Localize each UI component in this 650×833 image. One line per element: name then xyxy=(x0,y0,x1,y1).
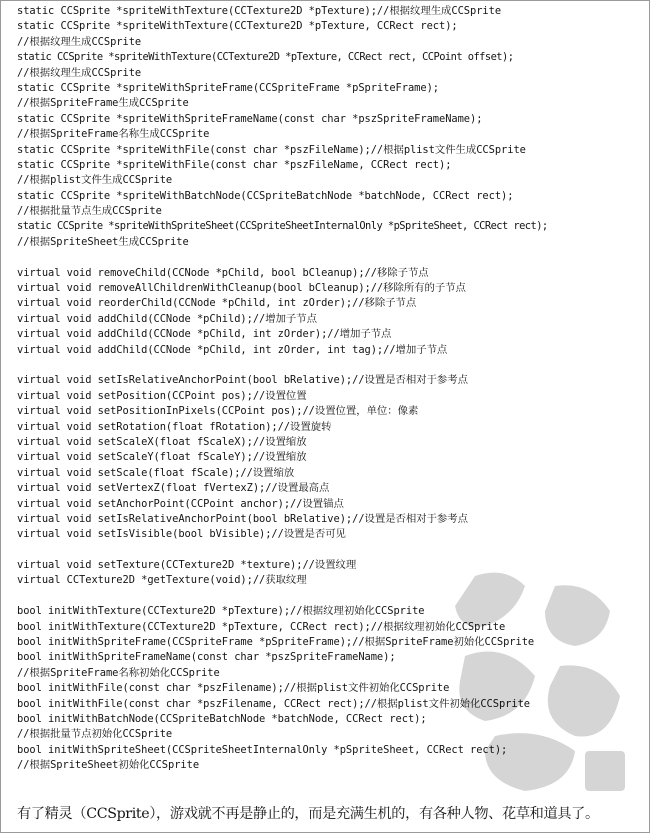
code-line: //根据纹理生成CCSprite xyxy=(17,66,142,79)
code-line: static CCSprite *spriteWithSpriteFrameName(const char *pszSpriteFrameName); xyxy=(17,112,483,125)
code-line: bool initWithFile(const char *pszFilename, CCRect rect);//根据plist文件初始化CCSprite xyxy=(17,697,530,710)
code-line: static CCSprite *spriteWithSpriteFrame(CCSpriteFrame *pSpriteFrame); xyxy=(17,81,439,94)
code-line: //根据SpriteFrame生成CCSprite xyxy=(17,97,189,110)
code-line: virtual void setPositionInPixels(CCPoint pos);//设置位置，单位：像素 xyxy=(17,405,419,418)
code-line: virtual void reorderChild(CCNode *pChild, int zOrder);//移除子节点 xyxy=(17,297,417,310)
code-line: static CCSprite *spriteWithTexture(CCTexture2D *pTexture);//根据纹理生成CCSprite xyxy=(17,5,502,17)
code-line: virtual void setScaleX(float fScaleX);//设置缩放 xyxy=(17,435,307,448)
code-line: //根据SpriteSheet生成CCSprite xyxy=(17,235,189,248)
code-line: virtual void addChild(CCNode *pChild, int zOrder, int tag);//增加子节点 xyxy=(17,343,448,356)
code-line: virtual void setIsRelativeAnchorPoint(bool bRelative);//设置是否相对于参考点 xyxy=(17,512,468,525)
code-line: bool initWithSpriteSheet(CCSpriteSheetInternalOnly *pSpriteSheet, CCRect rect); xyxy=(17,743,508,756)
code-line: virtual void setRotation(float fRotation);//设置旋转 xyxy=(17,420,332,433)
code-line: //根据SpriteFrame名称生成CCSprite xyxy=(17,128,210,141)
code-line: virtual void setIsRelativeAnchorPoint(bool bRelative);//设置是否相对于参考点 xyxy=(17,374,468,387)
code-line: virtual void setIsVisible(bool bVisible);//设置是否可见 xyxy=(17,528,346,541)
code-line: bool initWithBatchNode(CCSpriteBatchNode *batchNode, CCRect rect); xyxy=(17,712,427,725)
code-line: virtual void removeChild(CCNode *pChild, bool bCleanup);//移除子节点 xyxy=(17,266,429,279)
calligraphy-watermark xyxy=(435,556,645,801)
code-line: //根据SpriteSheet初始化CCSprite xyxy=(17,759,200,772)
code-line: virtual void addChild(CCNode *pChild);//增加子节点 xyxy=(17,312,317,325)
caption-paragraph: 有了精灵（CCSprite），游戏就不再是静止的，而是充满生机的，有各种人物、花草和道具了。 xyxy=(17,806,599,822)
code-line: static CCSprite *spriteWithTexture(CCTexture2D *pTexture, CCRect rect); xyxy=(17,20,458,33)
blank-line xyxy=(17,250,645,265)
code-line: bool initWithFile(const char *pszFilename);//根据plist文件初始化CCSprite xyxy=(17,682,450,695)
code-line: //根据批量节点初始化CCSprite xyxy=(17,728,173,741)
code-line: static CCSprite *spriteWithTexture(CCTexture2D *pTexture, CCRect rect, CCPoint offset); xyxy=(17,51,514,64)
code-line: //根据批量节点生成CCSprite xyxy=(17,205,162,218)
code-line: virtual void setScaleY(float fScaleY);//设置缩放 xyxy=(17,451,307,464)
code-line: static CCSprite *spriteWithFile(const char *pszFileName, CCRect rect); xyxy=(17,158,452,171)
code-line: bool initWithTexture(CCTexture2D *pTexture);//根据纹理初始化CCSprite xyxy=(17,605,425,618)
code-line: //根据plist文件生成CCSprite xyxy=(17,174,173,187)
code-line: //根据SpriteFrame名称初始化CCSprite xyxy=(17,666,220,679)
code-line: bool initWithTexture(CCTexture2D *pTexture, CCRect rect);//根据纹理初始化CCSprite xyxy=(17,620,506,633)
code-line: virtual void removeAllChildrenWithCleanup(bool bCleanup);//移除所有的子节点 xyxy=(17,282,466,295)
code-line: virtual void setTexture(CCTexture2D *texture);//设置纹理 xyxy=(17,559,357,572)
code-line: virtual void setAnchorPoint(CCPoint anchor);//设置锚点 xyxy=(17,497,344,510)
code-line: virtual void addChild(CCNode *pChild, int zOrder);//增加子节点 xyxy=(17,328,392,341)
code-line: bool initWithSpriteFrameName(const char *pszSpriteFrameName); xyxy=(17,651,396,664)
code-line: virtual CCTexture2D *getTexture(void);//获取纹理 xyxy=(17,574,307,587)
code-line: //根据纹理生成CCSprite xyxy=(17,35,142,48)
code-line: static CCSprite *spriteWithFile(const char *pszFileName);//根据plist文件生成CCSprite xyxy=(17,143,526,156)
code-line: static CCSprite *spriteWithBatchNode(CCSpriteBatchNode *batchNode, CCRect rect); xyxy=(17,189,514,202)
code-line: bool initWithSpriteFrame(CCSpriteFrame *pSpriteFrame);//根据SpriteFrame初始化CCSprite xyxy=(17,636,535,649)
code-line: virtual void setPosition(CCPoint pos);//设置位置 xyxy=(17,389,307,402)
code-line: virtual void setScale(float fScale);//设置缩放 xyxy=(17,466,295,479)
code-line: static CCSprite *spriteWithSpriteSheet(CCSpriteSheetInternalOnly *pSpriteSheet, CCRect rect); xyxy=(17,220,548,233)
code-line: virtual void setVertexZ(float fVertexZ);//设置最高点 xyxy=(17,482,330,495)
blank-line xyxy=(17,358,645,373)
